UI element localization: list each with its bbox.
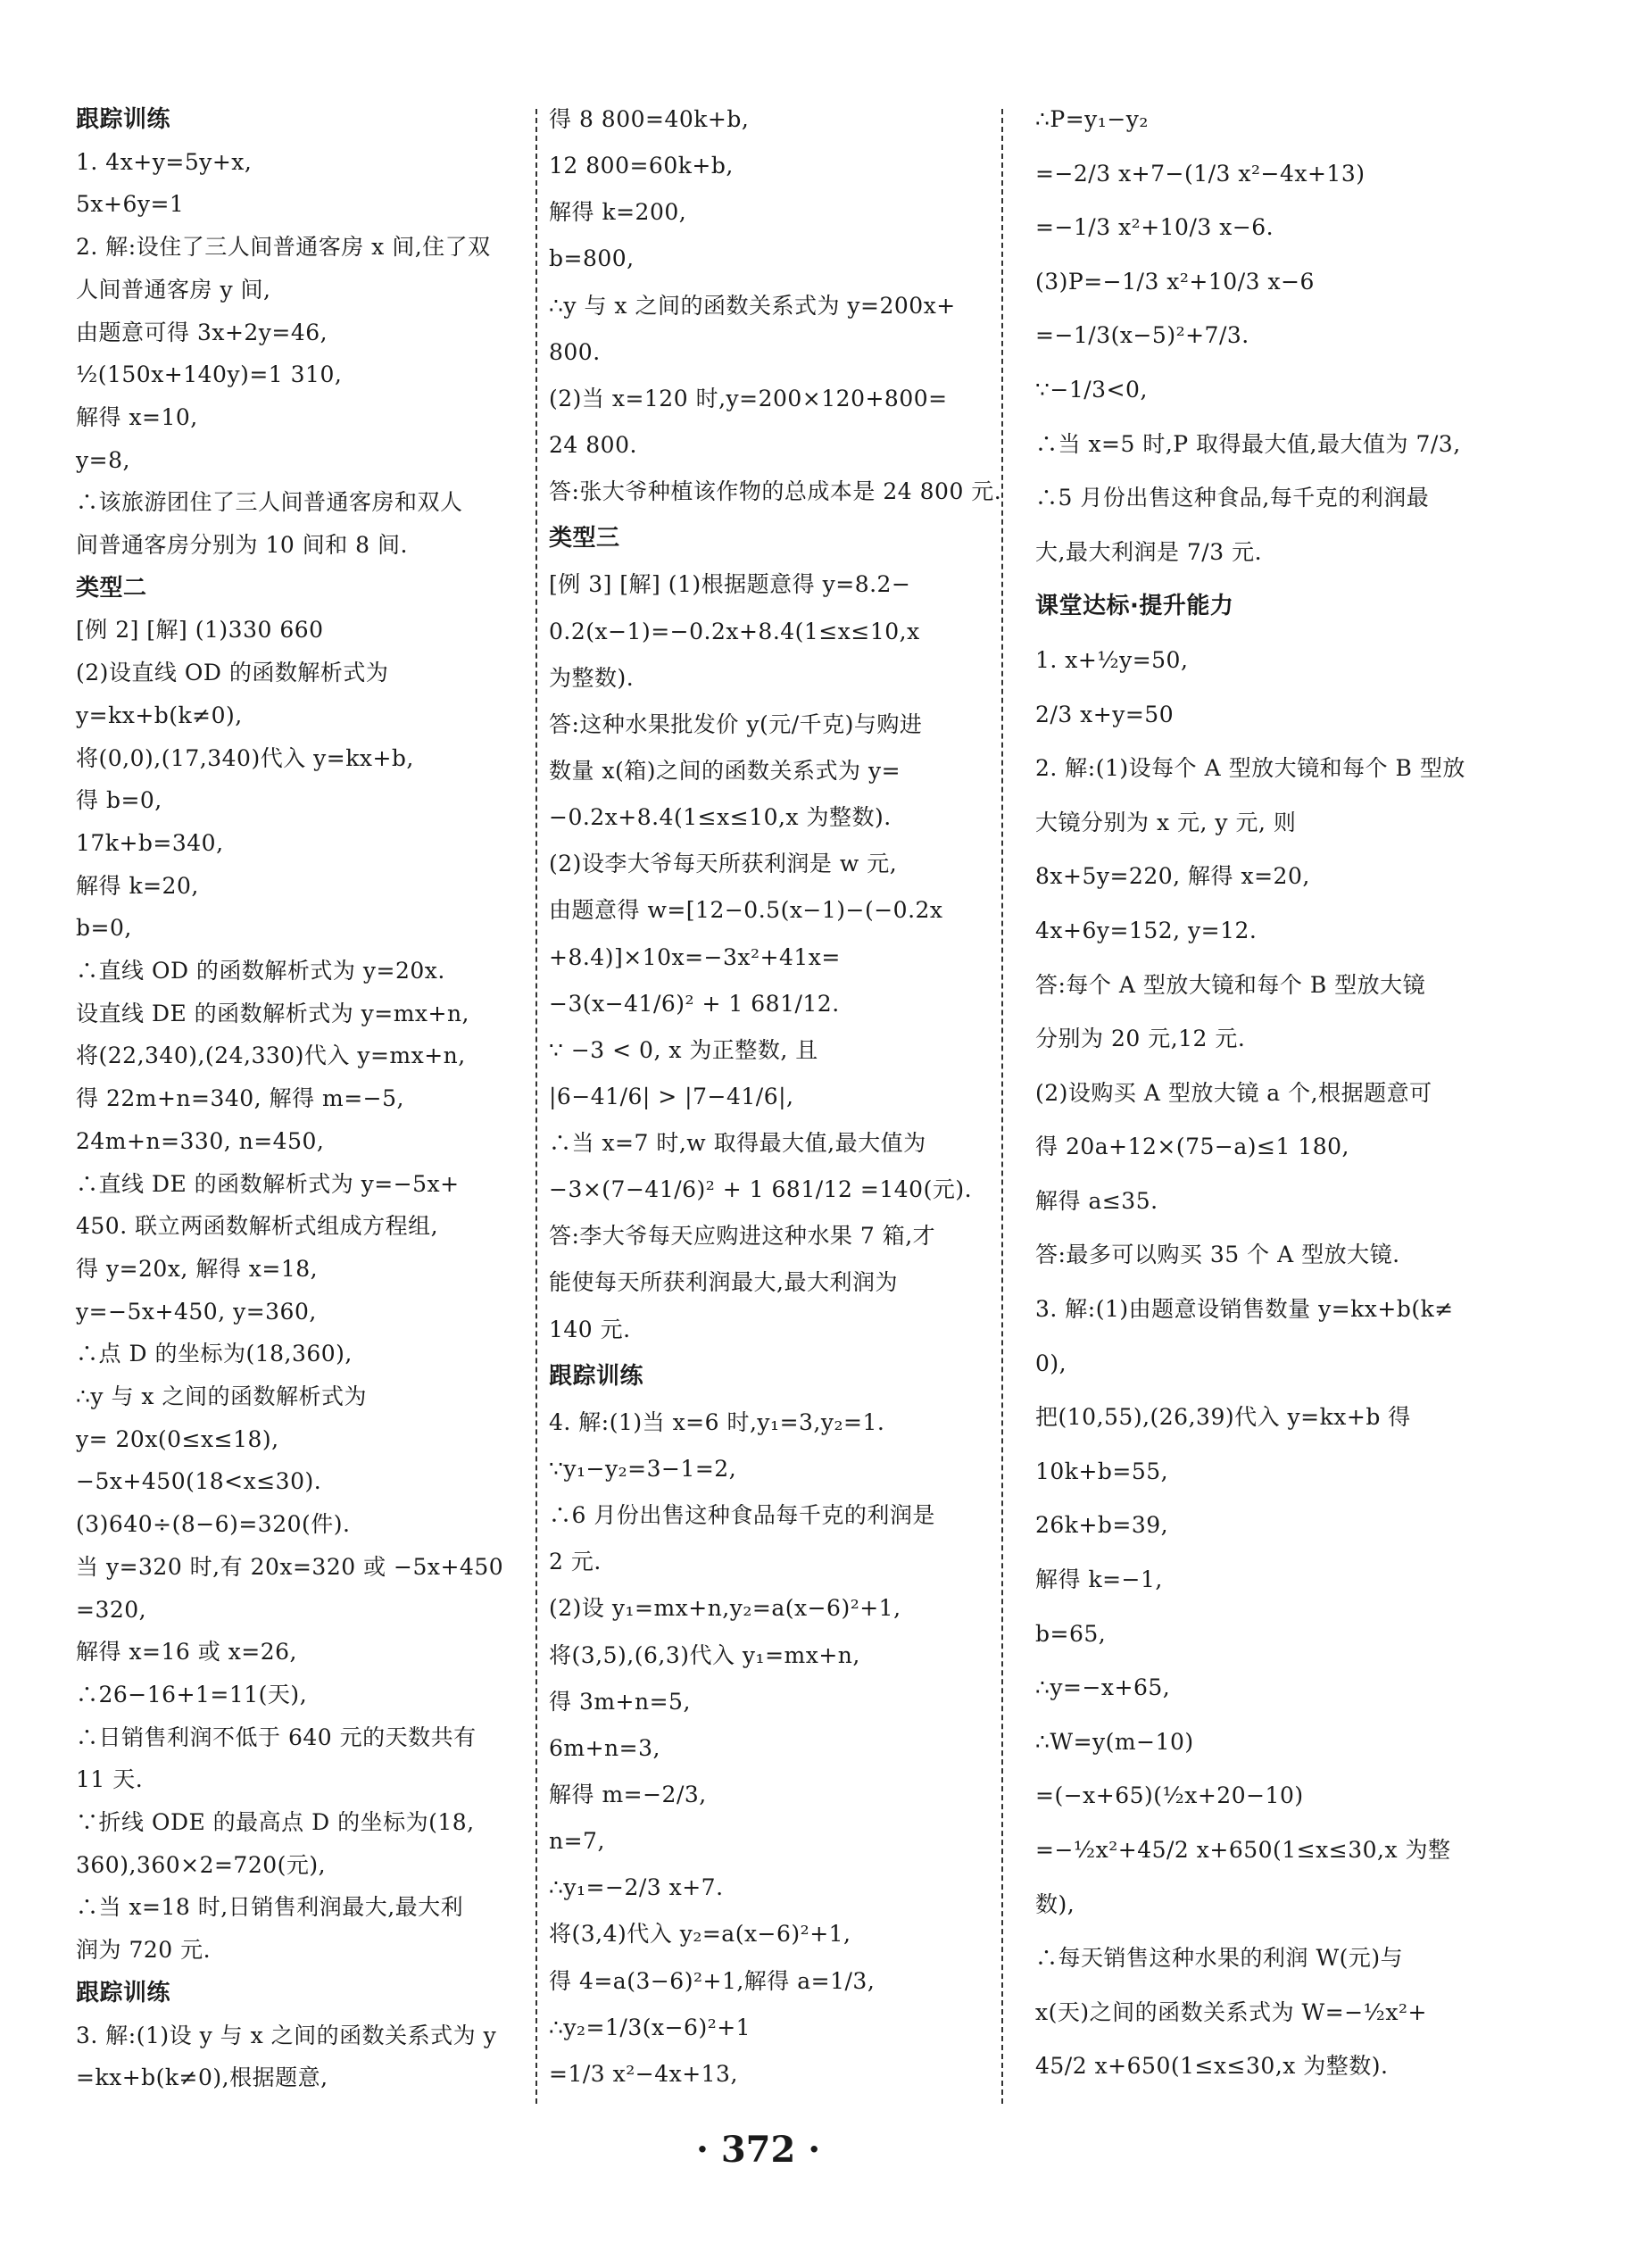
text-line: 3. 解:(1)设 y 与 x 之间的函数关系式为 y [76, 2022, 497, 2048]
text-line: 答:李大爷每天应购进这种水果 7 箱,才 [549, 1223, 936, 1250]
text-line: 360),360×2=720(元), [76, 1851, 327, 1878]
text-line: 由题意可得 3x+2y=46, [76, 319, 328, 345]
text-line: 得 y=20x, 解得 x=18, [76, 1255, 319, 1282]
text-line: 2/3 x+y=50 [1035, 701, 1175, 727]
text-line: 140 元. [549, 1316, 631, 1342]
text-line: 数), [1035, 1890, 1075, 1917]
text-line: ∴P=y₁−y₂ [1035, 106, 1149, 132]
text-line: 能使每天所获利润最大,最大利润为 [549, 1269, 898, 1296]
text-line: x(天)之间的函数关系式为 W=−½x²+ [1035, 1998, 1427, 2025]
text-line: =−2/3 x+7−(1/3 x²−4x+13) [1035, 160, 1366, 187]
text-line: b=0, [76, 915, 132, 942]
text-line: 24 800. [549, 431, 637, 458]
text-line: ∴直线 DE 的函数解析式为 y=−5x+ [76, 1170, 460, 1197]
text-line: y=8, [76, 446, 130, 473]
text-line: −3×(7−41/6)² + 1 681/12 =140(元). [549, 1176, 973, 1203]
text-line: 4x+6y=152, y=12. [1035, 917, 1258, 943]
text-line: ∵折线 ODE 的最高点 D 的坐标为(18, [76, 1809, 475, 1836]
text-line: ∵−1/3<0, [1035, 376, 1148, 403]
text-line: 分别为 20 元,12 元. [1035, 1026, 1246, 1052]
text-line: 1. 4x+y=5y+x, [76, 148, 253, 175]
column-divider [535, 109, 537, 2104]
text-line: =320, [76, 1596, 147, 1623]
text-line: 解得 k=200, [549, 199, 687, 226]
text-line: =−1/3(x−5)²+7/3. [1035, 322, 1249, 349]
text-line: |6−41/6| > |7−41/6|, [549, 1083, 794, 1109]
text-line: 24m+n=330, n=450, [76, 1127, 325, 1154]
text-line: 解得 k=−1, [1035, 1566, 1163, 1593]
text-line: [例 2] [解] (1)330 660 [76, 617, 324, 644]
text-line: =−1/3 x²+10/3 x−6. [1035, 214, 1274, 241]
text-line: 答:张大爷种植该作物的总成本是 24 800 元. [549, 478, 1002, 505]
text-line: ∴直线 OD 的函数解析式为 y=20x. [76, 958, 445, 984]
section-heading: 跟踪训练 [76, 1979, 171, 2006]
text-line: 大镜分别为 x 元, y 元, 则 [1035, 809, 1297, 835]
text-line: 6m+n=3, [549, 1734, 660, 1761]
text-line: ∵y₁−y₂=3−1=2, [549, 1456, 737, 1483]
text-line: ∵ −3 < 0, x 为正整数, 且 [549, 1036, 818, 1063]
text-line: =kx+b(k≠0),根据题意, [76, 2064, 328, 2091]
text-line: ½(150x+140y)=1 310, [76, 361, 343, 388]
text-line: 得 4=a(3−6)²+1,解得 a=1/3, [549, 1967, 876, 1994]
text-line: 将(22,340),(24,330)代入 y=mx+n, [76, 1043, 466, 1069]
text-line: 间普通客房分别为 10 间和 8 间. [76, 532, 408, 559]
text-line: (3)P=−1/3 x²+10/3 x−6 [1035, 268, 1315, 295]
text-line: 解得 m=−2/3, [549, 1782, 707, 1808]
text-line: 45/2 x+650(1≤x≤30,x 为整数). [1035, 2053, 1389, 2080]
text-line: 答:最多可以购买 35 个 A 型放大镜. [1035, 1242, 1400, 1268]
text-line: (2)设李大爷每天所获利润是 w 元, [549, 851, 898, 877]
text-line: 将(3,4)代入 y₂=a(x−6)²+1, [549, 1921, 851, 1948]
text-line: ∴当 x=7 时,w 取得最大值,最大值为 [549, 1130, 926, 1157]
text-line: 得 8 800=40k+b, [549, 106, 750, 132]
text-line: +8.4)]×10x=−3x²+41x= [549, 943, 841, 970]
text-line: y=kx+b(k≠0), [76, 702, 243, 728]
section-heading: 课堂达标·提升能力 [1035, 593, 1234, 620]
text-line: 800. [549, 338, 601, 365]
text-line: (2)设 y₁=mx+n,y₂=a(x−6)²+1, [549, 1595, 901, 1622]
text-line: ∴5 月份出售这种食品,每千克的利润最 [1035, 485, 1430, 511]
text-line: b=65, [1035, 1620, 1107, 1647]
text-line: ∴y=−x+65, [1035, 1674, 1171, 1701]
text-line: 2 元. [549, 1549, 602, 1575]
text-line: −5x+450(18<x≤30). [76, 1468, 322, 1495]
text-line: 3. 解:(1)由题意设销售数量 y=kx+b(k≠ [1035, 1296, 1454, 1323]
text-line: ∴当 x=18 时,日销售利润最大,最大利 [76, 1894, 464, 1921]
column-divider [1001, 109, 1003, 2104]
text-line: 12 800=60k+b, [549, 153, 734, 179]
text-line: 4. 解:(1)当 x=6 时,y₁=3,y₂=1. [549, 1408, 885, 1435]
text-line: ∴6 月份出售这种食品每千克的利润是 [549, 1502, 935, 1529]
text-line: 当 y=320 时,有 20x=320 或 −5x+450 [76, 1553, 504, 1580]
text-line: ∴点 D 的坐标为(18,360), [76, 1341, 353, 1367]
text-line: 5x+6y=1 [76, 191, 185, 218]
text-line: ∴该旅游团住了三人间普通客房和双人 [76, 489, 463, 516]
text-line: ∴y₂=1/3(x−6)²+1 [549, 2014, 751, 2040]
page-number: · 372 · [696, 2129, 821, 2171]
text-line: 由题意得 w=[12−0.5(x−1)−(−0.2x [549, 897, 943, 924]
text-line: −3(x−41/6)² + 1 681/12. [549, 990, 840, 1017]
text-line: ∴y 与 x 之间的函数解析式为 [76, 1383, 367, 1410]
text-line: 0.2(x−1)=−0.2x+8.4(1≤x≤10,x [549, 618, 920, 644]
text-line: n=7, [549, 1828, 605, 1855]
text-line: 10k+b=55, [1035, 1458, 1169, 1484]
text-line: =(−x+65)(½x+20−10) [1035, 1782, 1304, 1809]
text-line: ∴W=y(m−10) [1035, 1728, 1194, 1755]
text-line: 解得 k=20, [76, 872, 199, 899]
text-line: ∴日销售利润不低于 640 元的天数共有 [76, 1724, 477, 1750]
text-line: y=−5x+450, y=360, [76, 1298, 317, 1325]
text-line: 数量 x(箱)之间的函数关系式为 y= [549, 757, 901, 784]
text-line: 为整数). [549, 664, 635, 691]
section-heading: 类型二 [76, 574, 147, 602]
text-line: 润为 720 元. [76, 1937, 212, 1964]
text-line: 2. 解:设住了三人间普通客房 x 间,住了双 [76, 234, 491, 261]
text-line: (3)640÷(8−6)=320(件). [76, 1511, 351, 1538]
text-line: (2)当 x=120 时,y=200×120+800= [549, 385, 948, 411]
section-heading: 跟踪训练 [76, 106, 171, 133]
text-line: 450. 联立两函数解析式组成方程组, [76, 1213, 439, 1240]
text-line: −0.2x+8.4(1≤x≤10,x 为整数). [549, 804, 892, 831]
text-line: (2)设直线 OD 的函数解析式为 [76, 660, 389, 686]
text-line: 答:这种水果批发价 y(元/千克)与购进 [549, 710, 923, 737]
text-line: [例 3] [解] (1)根据题意得 y=8.2− [549, 571, 911, 598]
text-line: 17k+b=340, [76, 829, 224, 856]
text-line: 解得 x=10, [76, 403, 198, 430]
text-line: 将(0,0),(17,340)代入 y=kx+b, [76, 744, 414, 771]
text-line: ∴y 与 x 之间的函数关系式为 y=200x+ [549, 292, 956, 319]
text-line: 0), [1035, 1350, 1067, 1376]
section-heading: 跟踪训练 [549, 1362, 644, 1390]
text-line: ∴26−16+1=11(天), [76, 1681, 308, 1707]
text-line: 人间普通客房 y 间, [76, 276, 271, 303]
text-line: 得 3m+n=5, [549, 1688, 691, 1715]
text-line: ∴每天销售这种水果的利润 W(元)与 [1035, 1945, 1404, 1972]
text-line: 11 天. [76, 1766, 144, 1793]
text-line: 得 b=0, [76, 787, 162, 814]
text-line: ∴当 x=5 时,P 取得最大值,最大值为 7/3, [1035, 430, 1461, 457]
section-heading: 类型三 [549, 525, 620, 552]
text-line: 将(3,5),(6,3)代入 y₁=mx+n, [549, 1641, 860, 1668]
text-line: =1/3 x²−4x+13, [549, 2060, 738, 2087]
text-line: 大,最大利润是 7/3 元. [1035, 538, 1263, 565]
text-line: 2. 解:(1)设每个 A 型放大镜和每个 B 型放 [1035, 755, 1465, 782]
text-line: 8x+5y=220, 解得 x=20, [1035, 863, 1310, 890]
text-line: 把(10,55),(26,39)代入 y=kx+b 得 [1035, 1404, 1411, 1431]
text-line: (2)设购买 A 型放大镜 a 个,根据题意可 [1035, 1079, 1432, 1106]
text-line: 答:每个 A 型放大镜和每个 B 型放大镜 [1035, 971, 1426, 998]
text-line: 设直线 DE 的函数解析式为 y=mx+n, [76, 1000, 470, 1026]
text-line: 得 20a+12×(75−a)≤1 180, [1035, 1134, 1350, 1160]
text-line: 解得 a≤35. [1035, 1187, 1158, 1214]
text-line: 得 22m+n=340, 解得 m=−5, [76, 1085, 404, 1112]
text-line: ∴y₁=−2/3 x+7. [549, 1874, 724, 1901]
text-line: 解得 x=16 或 x=26, [76, 1639, 298, 1666]
text-line: y= 20x(0≤x≤18), [76, 1425, 279, 1452]
text-line: b=800, [549, 245, 635, 272]
text-line: 26k+b=39, [1035, 1512, 1169, 1539]
text-line: 1. x+½y=50, [1035, 646, 1189, 673]
text-line: =−½x²+45/2 x+650(1≤x≤30,x 为整 [1035, 1837, 1451, 1864]
